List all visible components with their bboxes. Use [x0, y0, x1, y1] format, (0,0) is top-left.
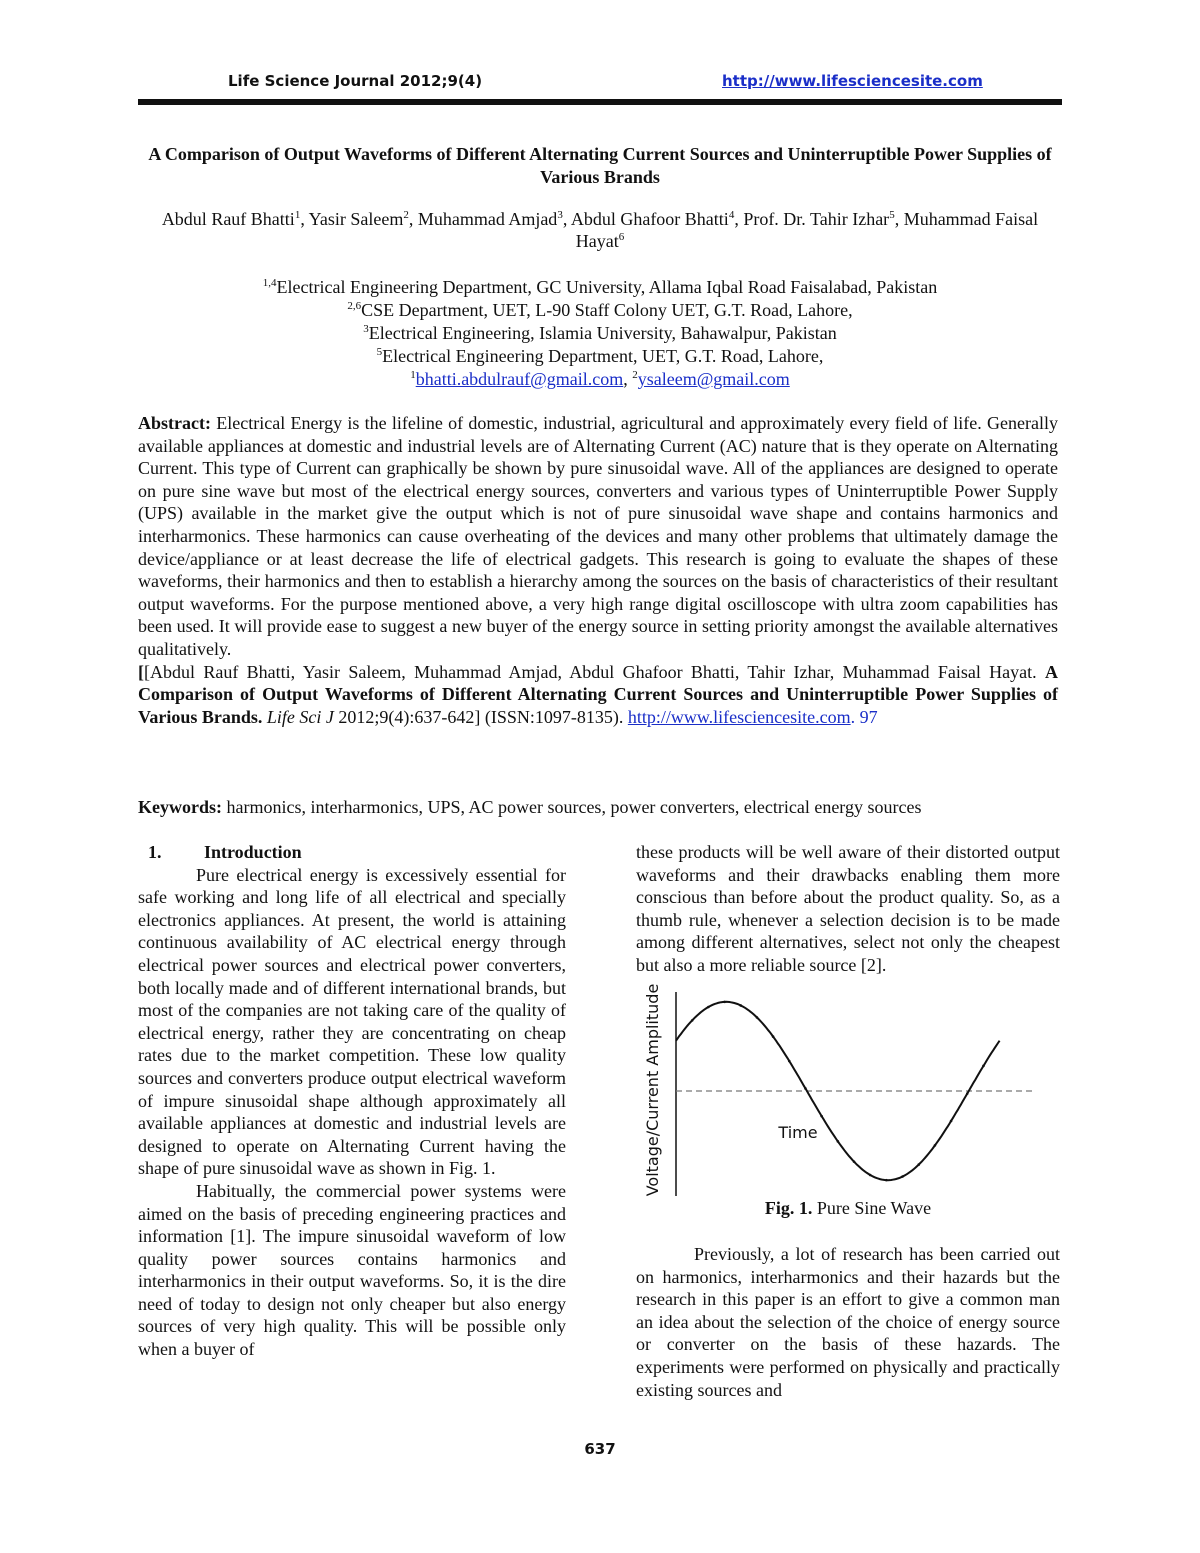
- section-title: Introduction: [204, 842, 302, 862]
- citation-rest: 2012;9(4):637-642] (ISSN:1097-8135).: [338, 706, 624, 727]
- sine-wave-figure: [636, 972, 1060, 1202]
- curve-point: [982, 1065, 985, 1068]
- curve-point: [934, 1144, 937, 1147]
- affiliation-text: CSE Department, UET, L-90 Staff Colony UET, G.T. Road, Lahore,: [361, 300, 853, 320]
- keywords-text: harmonics, interharmonics, UPS, AC power sources, power converters, electrical energy sources: [226, 797, 922, 817]
- paragraph: these products will be well aware of their distorted output waveforms and their drawbacks enabling them more conscious than before about the product quality. So, as a thumb rule, whenever a selection decision is to be made among different alternatives, select not only the cheapest but also a more reliable source [2].: [636, 842, 1060, 975]
- curve-point: [739, 1004, 742, 1007]
- curve-point: [691, 1019, 694, 1022]
- citation-number: . 97: [850, 706, 878, 727]
- right-column-continued: [636, 1243, 1060, 1401]
- author-name: Muhammad Faisal Hayat: [575, 209, 1039, 251]
- email-sup: 2: [632, 369, 638, 381]
- journal-url-link[interactable]: http://www.lifesciencesite.com: [722, 72, 983, 90]
- email-sup: 1: [410, 369, 416, 381]
- curve-point: [901, 1175, 904, 1178]
- curve-point: [917, 1163, 920, 1166]
- curve-point: [950, 1120, 953, 1123]
- citation-authors: [Abdul Rauf Bhatti, Yasir Saleem, Muhammad Amjad, Abdul Ghafoor Bhatti, Tahir Izhar, Muhammad Faisal Hayat.: [144, 661, 1037, 682]
- abstract: Abstract: Electrical Energy is the lifeline of domestic, industrial, agricultural and approximately every field of life. Generally available appliances at domestic and industrial levels are of Alternating Current (AC) nature that is they operate on Alternating Current. This type of Current can graphically be shown by pure sinusoidal wave. All of the appliances are designed to operate on pure sine wave but most of the electrical energy sources, converters and various types of Uninterruptible Power Supply (UPS) available in the market give the output which is not of pure sinusoidal wave shape and contains harmonics and interharmonics. These harmonics can cause overheating of the devices and many other problems that ultimately damage the device/appliance or at least decrease the life of electrical gadgets. This research is going to evaluate the shapes of these waveforms, their harmonics and then to establish a hierarchy among the sources on the basis of characteristics of their resultant output waveforms. For the purpose mentioned above, a very high range digital oscilloscope with ultra zoom capabilities has been used. It will provide ease to suggest a new buyer of the energy source in setting priority amongst the available alternatives qualitatively. [[Abdul Rauf Bhatti, Yasir Saleem, Muhammad Amjad, Abdul Ghafoor Bhatti, Tahir Izhar, Muhammad Faisal Hayat. A Comparison of Output Waveforms of Different Alternating Current Sources and Uninterruptible Power Supplies of Various Brands. Life Sci J 2012;9(4):637-642] (ISSN:1097-8135). http://www.lifesciencesite.com. 97: [138, 413, 1058, 727]
- affiliation: [138, 299, 1062, 322]
- affiliation: [138, 276, 1062, 299]
- curve-point: [837, 1140, 840, 1143]
- section-heading: [138, 841, 566, 864]
- curve-point: [772, 1035, 775, 1038]
- affiliation-list: [138, 276, 1062, 391]
- author-sup: 2: [403, 209, 409, 221]
- affiliation-text: Electrical Engineering Department, UET, G.T. Road, Lahore,: [382, 346, 824, 366]
- right-column: [636, 841, 1060, 977]
- figure-caption: [636, 1198, 1060, 1219]
- author-sup: 3: [557, 209, 563, 221]
- citation-title: A Comparison of Output Waveforms of Different Alternating Current Sources and Uninterruptible Power Supplies of Various Brands.: [138, 661, 1058, 727]
- affiliation: [138, 322, 1062, 345]
- author-sup: 5: [889, 209, 895, 221]
- author-sup: 1: [294, 209, 301, 221]
- email-line: $^1$bhatti.abdulrauf@gmail.com, $^2$ysaleem@gmail.com: [410, 369, 790, 389]
- affiliation-sup: 5: [376, 346, 383, 358]
- author-list: Abdul Rauf Bhatti$^1$, Yasir Saleem$^2$, Muhammad Amjad$^3$, Abdul Ghafoor Bhatti$^4$, Prof. Dr. Tahir Izhar$^5$, Muhammad Faisal Hayat$^6$: [161, 209, 1039, 251]
- header-rule: [138, 99, 1062, 105]
- paragraph: Previously, a lot of research has been carried out on harmonics, interharmonics and their hazards but the research in this paper is an effort to give a common man an idea about the selection of the choice of energy source or converter on the basis of these hazards. The experiments were performed on physically and practically existing sources and: [636, 1244, 1060, 1400]
- section-number: 1.: [148, 842, 162, 862]
- paragraph: Habitually, the commercial power systems were aimed on the basis of preceding engineering practices and information [1]. The impure sinusoidal waveform of low quality power sources contains harmonics and interharmonics in their output waveforms. So, it is the dire need of today to design not only cheaper but also energy sources of very high quality. This will be possible only when a buyer of: [138, 1180, 566, 1360]
- author-name: Abdul Rauf Bhatti: [161, 209, 295, 229]
- paper-title: A Comparison of Output Waveforms of Different Alternating Current Sources and Uninterruptible Power Supplies of Various Brands: [148, 144, 1052, 187]
- author-name: Yasir Saleem: [308, 209, 404, 229]
- curve-point: [820, 1115, 823, 1118]
- journal-name: Life Science Journal 2012;9(4): [228, 72, 483, 90]
- curve-point: [885, 1179, 888, 1182]
- keywords: [138, 796, 1058, 818]
- left-column: [138, 841, 566, 1361]
- curve-point: [707, 1006, 710, 1009]
- affiliation-text: Electrical Engineering, Islamia University, Bahawalpur, Pakistan: [368, 323, 837, 343]
- author-name: Muhammad Amjad: [417, 209, 558, 229]
- curve-point: [723, 1001, 726, 1004]
- affiliation-sup: 3: [363, 323, 369, 335]
- author-sup: 6: [618, 231, 625, 243]
- y-axis-label: Voltage/Current Amplitude: [643, 983, 662, 1197]
- affiliation-sup: 2,6: [347, 300, 362, 312]
- affiliation: [138, 345, 1062, 368]
- keywords-label: Keywords:: [138, 797, 222, 817]
- curve-point: [756, 1016, 759, 1019]
- citation-url-link[interactable]: http://www.lifesciencesite.com: [627, 706, 851, 727]
- email-link[interactable]: ysaleem@gmail.com: [637, 369, 790, 389]
- author-sup: 4: [728, 209, 735, 221]
- citation-journal: Life Sci J: [266, 706, 334, 727]
- curve-point: [869, 1174, 872, 1177]
- page-number: 637: [584, 1440, 616, 1458]
- curve-point: [788, 1060, 791, 1063]
- figure-label: Fig. 1.: [764, 1198, 813, 1218]
- affiliation-sup: 1,4: [262, 277, 277, 289]
- email-link[interactable]: bhatti.abdulrauf@gmail.com: [415, 369, 624, 389]
- curve-point: [966, 1092, 969, 1095]
- author-name: Abdul Ghafoor Bhatti: [570, 209, 729, 229]
- paragraph: Pure electrical energy is excessively essential for safe working and long life of all electrical and specially electronics appliances. At present, the world is attaining continuous availability of AC electrical energy through electrical power sources and electrical power converters, both locally made and of different international brands, but most of the companies are not taking care of the quality of electrical energy, rather they are concentrating on cheap rates due to the market competition. These low quality sources and converters produce output electrical waveform of impure sinusoidal shape although approximately all available appliances at domestic and industrial levels are designed to operate on Alternating Current having the shape of pure sinusoidal wave as shown in Fig. 1.: [138, 864, 566, 1179]
- curve-point: [804, 1087, 807, 1090]
- figure-caption-text: Pure Sine Wave: [816, 1198, 932, 1218]
- abstract-text: Electrical Energy is the lifeline of domestic, industrial, agricultural and approximately every field of life. Generally available appliances at domestic and industrial levels are of Alternating Current (AC) nature that is they operate on Alternating Current. This type of Current can graphically be shown by pure sinusoidal wave. All of the appliances are designed to operate on pure sine wave but most of the electrical energy sources, converters and various types of Uninterruptible Power Supply (UPS) available in the market give the output which is not of pure sinusoidal wave shape and contains harmonics and interharmonics. These harmonics can cause overheating of the devices and many other problems that ultimately damage the device/appliance or at least decrease the life of electrical gadgets. This research is going to evaluate the shapes of these waveforms, their harmonics and then to establish a hierarchy among the sources on the basis of characteristics of their resultant output waveforms. For the purpose mentioned above, a very high range digital oscilloscope with ultra zoom capabilities has been used. It will provide ease to suggest a new buyer of the energy source in setting priority amongst the available alternatives qualitatively.: [138, 413, 1058, 659]
- affiliation-text: Electrical Engineering Department, GC University, Allama Iqbal Road Faisalabad, Pakistan: [276, 277, 938, 297]
- x-axis-label: Time: [778, 1123, 818, 1142]
- curve-point: [853, 1160, 856, 1163]
- abstract-label: Abstract:: [138, 413, 211, 433]
- author-name: Prof. Dr. Tahir Izhar: [743, 209, 890, 229]
